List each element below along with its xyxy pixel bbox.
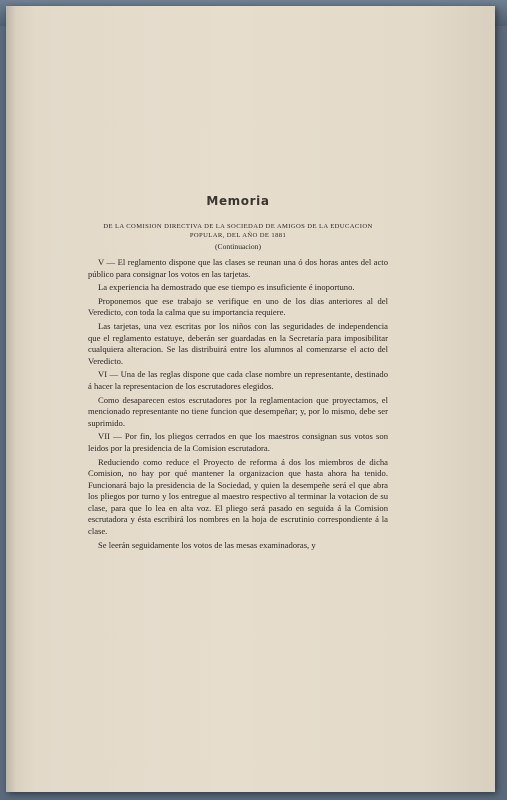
- page-shadow: [6, 6, 16, 792]
- page-content: [88, 194, 388, 553]
- page-title: Memoria: [206, 194, 270, 208]
- subheading: (Continuacion): [215, 242, 261, 251]
- paragraph: Las tarjetas, una vez escritas por los niños con las seguridades de independencia que el reglamento estatuye, deberán ser guardadas en la Secretaría para imposibilitar cualquiera alteracion. Se las distribuirá entre los alumnos al comenzarse el acto del Veredicto.: [88, 320, 388, 366]
- paragraph: VI — Una de las reglas dispone que cada clase nombre un representante, destinado á hacer la representacion de los escrutadores elegidos.: [88, 369, 388, 391]
- paragraph: Como desaparecen estos escrutadores por la reglamentacion que proyectamos, el mencionado representante no tiene funcion que desempeñar; y, por lo mismo, debe ser suprimido.: [88, 394, 388, 428]
- paragraph: La experiencia ha demostrado que ese tiempo es insuficiente é inoportuno.: [98, 282, 355, 293]
- heading-line-2: POPULAR, DEL AÑO DE 1881: [189, 232, 287, 239]
- paragraph: V — El reglamento dispone que las clases se reunan una ó dos horas antes del acto público para consignar los votos en las tarjetas.: [88, 257, 388, 279]
- paragraph: Se leerán seguidamente los votos de las mesas examinadoras, y: [98, 539, 316, 550]
- book-page: [6, 6, 495, 792]
- paragraph: VII — Por fin, los pliegos cerrados en que los maestros consignan sus votos son leidos por la presidencia de la Comision escrutadora.: [88, 431, 388, 453]
- paragraph: Reduciendo como reduce el Proyecto de reforma á dos los miembros de dicha Comision, no hay por qué mantener la organizacion que hasta ahora ha tenido. Funcionará bajo la presidencia de la Sociedad, y quien la desempeñe será el que abra los pliegos por turno y los entregue al maestro respectivo al terminar la votacion de su clase, para que lo lea en alta voz. El pliego será pasado en seguida á la Comision escrutadora y ésta escribirá los nombres en la hoja de escrutinio correspondiente á la clase.: [88, 456, 388, 537]
- paragraph: Proponemos que ese trabajo se verifique en uno de los dias anteriores al del Veredicto, con toda la calma que su importancia requiere.: [88, 295, 388, 318]
- heading-line-1: DE LA COMISION DIRECTIVA DE LA SOCIEDAD DE AMIGOS DE LA EDUCACION: [103, 223, 373, 230]
